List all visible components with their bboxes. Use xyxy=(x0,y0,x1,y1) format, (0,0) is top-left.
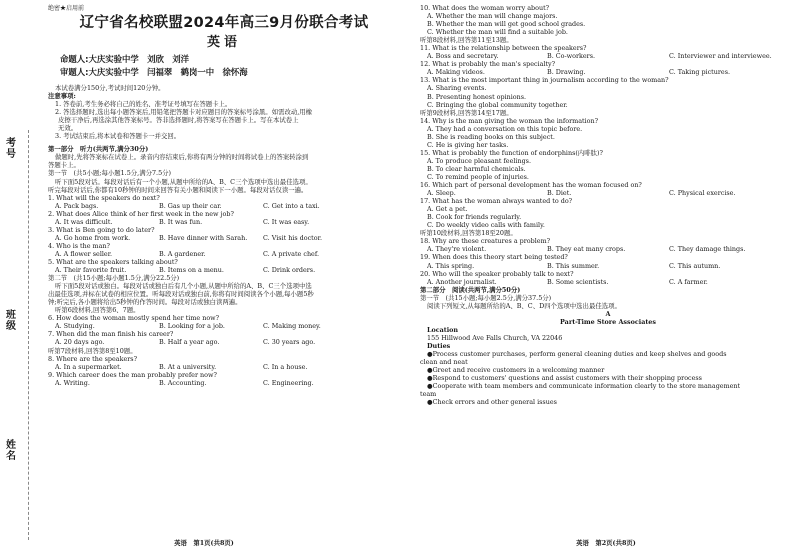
option-a: A. Go home from work. xyxy=(55,233,131,242)
question-reviewers: 审题人:大庆实验中学 闫福翠 鹤岗一中 徐怀海 xyxy=(60,67,248,77)
option-a: A. Get a pet. xyxy=(427,205,468,214)
instruction-line: 出最佳选项,并标在试卷的相应位置。听每段对话或独白前,你将有时间阅读各个小题,每小题5秒 xyxy=(48,290,314,299)
option-b: B. To clear harmful chemicals. xyxy=(427,164,526,173)
reading-instruction: 阅读下列短文,从每题所给的A、B、C、D四个选项中选出最佳选项。 xyxy=(427,301,621,310)
option-b: B. Diet. xyxy=(547,189,572,198)
duty-item-continued: clean and neat xyxy=(420,358,468,367)
note-line: 1. 答卷前,考生务必将自己的姓名、准考证号填写在答题卡上。 xyxy=(55,100,232,109)
option-a: A. In a supermarket. xyxy=(55,362,122,371)
option-b: B. Presenting honest opinions. xyxy=(427,92,527,101)
question: 16. Which part of personal development has the woman focused on? xyxy=(420,181,642,190)
question: 7. When did the man finish his career? xyxy=(48,330,174,339)
options-row xyxy=(48,322,400,330)
option-c: C. 30 years ago. xyxy=(263,338,316,347)
question-setters: 命题人:大庆实验中学 刘欣 刘洋 xyxy=(60,54,189,64)
duty-item-continued: team xyxy=(420,390,437,399)
options-row xyxy=(48,250,400,258)
option-a: A. This spring. xyxy=(427,261,475,270)
instruction-line: 听完每段对话后,你都有10秒钟的时间来回答有关小题和阅读下一小题。每段对话仅读一遍。 xyxy=(48,185,308,194)
option-a: A. They're violent. xyxy=(427,245,487,254)
question: 4. Who is the man? xyxy=(48,241,110,250)
location-address: 155 Hillwood Ave Falls Church, VA 22046 xyxy=(427,333,563,342)
options-row xyxy=(420,52,796,60)
exam-number-label: 考号 xyxy=(6,138,16,160)
material-instruction: 听第10段材料,回答第18至20题。 xyxy=(420,229,517,238)
question: 17. What has the woman always wanted to do? xyxy=(420,197,573,206)
duty-item: ●Cooperate with team members and communicate information clearly to the store management xyxy=(427,382,741,391)
option-b: B. She is reading books on this subject. xyxy=(427,132,555,141)
option-c: C. It was easy. xyxy=(263,217,310,226)
option-c: C. Do weekly video calls with family. xyxy=(427,221,545,230)
options-row xyxy=(48,379,400,387)
option-a: A. Sleep. xyxy=(427,189,456,198)
question: 14. Why is the man giving the woman the information? xyxy=(420,116,599,125)
question: 2. What does Alice think of her first week in the new job? xyxy=(48,209,234,218)
note-line: 2. 答选择题时,选出每小题答案后,用铅笔把答题卡对应题目的答案标号涂黑。如需改动,用橡 xyxy=(55,108,313,117)
instruction-line: 听下面5段对话或独白。每段对话或独白后有几个小题,从题中所给的A、B、C三个选项中选 xyxy=(55,282,312,291)
option-c: C. Physical exercise. xyxy=(669,189,736,198)
note-line: 皮擦干净后,再选涂其他答案标号。答非选择题时,将答案写在答题卡上。写在本试卷上 xyxy=(58,116,299,125)
question: 9. Which career does the man probably prefer now? xyxy=(48,370,217,379)
options-row xyxy=(48,202,400,210)
student-info-margin xyxy=(4,130,38,540)
option-b: B. Co-workers. xyxy=(547,52,596,61)
section-one-title: 第一节 (共5小题;每小题1.5分,满分7.5分) xyxy=(48,169,172,178)
option-c: C. This autumn. xyxy=(669,261,721,270)
option-a: A. Another journalist. xyxy=(427,277,497,286)
material-instruction: 听第7段材料,回答第8至10题。 xyxy=(48,346,137,355)
option-b: B. Some scientists. xyxy=(547,277,609,286)
question: 15. What is probably the function of endorphins(内啡肽)? xyxy=(420,148,603,157)
question: 19. When does this theory start being tested? xyxy=(420,253,568,262)
question: 8. Where are the speakers? xyxy=(48,354,138,363)
option-b: B. A gardener. xyxy=(159,249,206,258)
option-b: B. At a university. xyxy=(159,362,217,371)
options-row xyxy=(48,234,400,242)
question: 13. What is the most important thing in journalism according to the woman? xyxy=(420,76,669,85)
question: 11. What is the relationship between the speakers? xyxy=(420,44,587,53)
instruction-line: 答题卡上。 xyxy=(48,161,80,170)
option-c: C. A private chef. xyxy=(263,249,320,258)
option-b: B. Drawing. xyxy=(547,68,586,77)
name-label: 姓名 xyxy=(6,440,16,462)
option-a: A. Whether the man will change majors. xyxy=(427,12,558,21)
note-line: 无效。 xyxy=(58,124,78,133)
option-c: C. Taking pictures. xyxy=(669,68,731,77)
option-c: C. A farmer. xyxy=(669,277,708,286)
question: 3. What is Ben going to do later? xyxy=(48,225,155,234)
material-instruction: 听第8段材料,回答第11至13题。 xyxy=(420,36,513,45)
options-row xyxy=(48,218,400,226)
question: 1. What will the speakers do next? xyxy=(48,193,160,202)
option-c: C. Drink orders. xyxy=(263,266,316,275)
option-c: C. To remind people of injuries. xyxy=(427,172,529,181)
option-c: C. Engineering. xyxy=(263,378,314,387)
option-c: C. Visit his doctor. xyxy=(263,233,322,242)
duty-item: ●Check errors and other general issues xyxy=(427,398,557,407)
option-b: B. Looking for a job. xyxy=(159,322,225,331)
options-row xyxy=(48,338,400,346)
option-c: C. They damage things. xyxy=(669,245,746,254)
section-two-title: 第二节 (共15小题;每小题1.5分,满分22.5分) xyxy=(48,274,180,283)
question: 10. What does the woman worry about? xyxy=(420,4,550,12)
page-footer: 英语 第2页(共8页) xyxy=(576,539,636,547)
question: 5. What are the speakers talking about? xyxy=(48,257,178,266)
option-b: B. Half a year ago. xyxy=(159,338,220,347)
page-two xyxy=(412,0,800,551)
options-row xyxy=(48,363,400,371)
option-b: B. Cook for friends regularly. xyxy=(427,213,522,222)
options-row xyxy=(420,262,796,270)
subject-title: 英语 xyxy=(206,35,241,50)
option-b: B. They eat many crops. xyxy=(547,245,626,254)
option-b: B. Have dinner with Sarah. xyxy=(159,233,248,242)
instruction-line: 听下面5段对话。每段对话后有一个小题,从题中所给的A、B、C三个选项中选出最佳选项。 xyxy=(55,177,312,186)
option-b: B. Items on a menu. xyxy=(159,266,224,275)
option-c: C. In a house. xyxy=(263,362,308,371)
option-c: C. Interviewer and interviewee. xyxy=(669,52,772,61)
option-a: A. To produce pleasant feelings. xyxy=(427,156,531,165)
binding-line xyxy=(28,130,29,540)
class-label: 班级 xyxy=(6,310,16,332)
note-line: 3. 考试结束后,将本试卷和答题卡一并交回。 xyxy=(55,132,181,141)
page-one-content xyxy=(48,4,400,387)
option-a: A. Pack bags. xyxy=(55,201,99,210)
option-b: B. It was fun. xyxy=(159,217,203,226)
option-a: A. Studying. xyxy=(55,322,95,331)
question: 18. Why are these creatures a problem? xyxy=(420,237,551,246)
question: 12. What is probably the man's specialty? xyxy=(420,60,556,69)
option-a: A. They had a conversation on this topic before. xyxy=(427,124,583,133)
option-b: B. Gas up their car. xyxy=(159,201,222,210)
duties-label: Duties xyxy=(427,341,451,350)
duty-item: ●Respond to customers' questions and assist customers with their shopping process xyxy=(427,374,702,383)
option-c: C. Whether the man will find a suitable job. xyxy=(427,28,568,37)
option-b: B. Accounting. xyxy=(159,378,207,387)
options-row xyxy=(420,245,796,253)
exam-title: 辽宁省名校联盟2024年高三9月份联合考试 xyxy=(79,15,369,31)
option-a: A. Making videos. xyxy=(427,68,485,77)
duty-item: ●Greet and receive customers in a welcoming manner xyxy=(427,366,605,375)
option-a: A. A flower seller. xyxy=(55,249,113,258)
instruction-line: 做题时,先将答案标在试卷上。录音内容结束后,你将有两分钟的时间将试卷上的答案转涂到 xyxy=(55,153,309,162)
page-two-content xyxy=(420,4,796,406)
option-b: B. This summer. xyxy=(547,261,600,270)
exam-info: 本试卷满分150分,考试时间120分钟。 xyxy=(55,84,165,92)
question: 20. Who will the speaker probably talk to next? xyxy=(420,269,574,278)
option-a: A. Writing. xyxy=(55,378,90,387)
options-row xyxy=(48,266,400,274)
options-row xyxy=(420,189,796,197)
secret-label: 绝密★启用前 xyxy=(48,5,85,12)
option-a: A. 20 days ago. xyxy=(55,338,105,347)
option-c: C. Get into a taxi. xyxy=(263,201,320,210)
location-label: Location xyxy=(427,325,459,334)
options-row xyxy=(420,68,796,76)
part-one-title: 第一部分 听力(共两节,满分30分) xyxy=(48,145,149,154)
option-a: A. Boss and secretary. xyxy=(427,52,499,61)
material-instruction: 听第6段材料,回答第6、7题。 xyxy=(55,306,140,315)
notes-title: 注意事项: xyxy=(48,92,76,101)
option-c: C. Bringing the global community together. xyxy=(427,100,568,109)
option-c: C. He is giving her tasks. xyxy=(427,140,509,149)
duty-item: ●Process customer purchases, perform general cleaning duties and keep shelves and goods xyxy=(427,350,727,359)
options-row xyxy=(420,278,796,286)
part-two-title: 第二部分 阅读(共两节,满分50分) xyxy=(420,285,521,294)
instruction-line: 钟;听完后,各小题将给出5秒钟的作答时间。每段对话或独白读两遍。 xyxy=(48,298,242,307)
option-a: A. It was difficult. xyxy=(55,217,113,226)
part-two-section-one-title: 第一节 (共15小题;每小题2.5分,满分37.5分) xyxy=(420,293,552,302)
option-c: C. Making money. xyxy=(263,322,321,331)
question: 6. How does the woman mostly spend her time now? xyxy=(48,314,220,323)
option-a: A. Sharing events. xyxy=(427,84,487,93)
passage-letter: A xyxy=(605,309,611,318)
option-b: B. Whether the man will get good school grades. xyxy=(427,20,586,29)
option-a: A. Their favorite fruit. xyxy=(55,266,127,275)
page-footer: 英语 第1页(共8页) xyxy=(174,539,234,547)
passage-title: Part-Time Store Associates xyxy=(560,317,656,326)
material-instruction: 听第9段材料,回答第14至17题。 xyxy=(420,108,513,117)
